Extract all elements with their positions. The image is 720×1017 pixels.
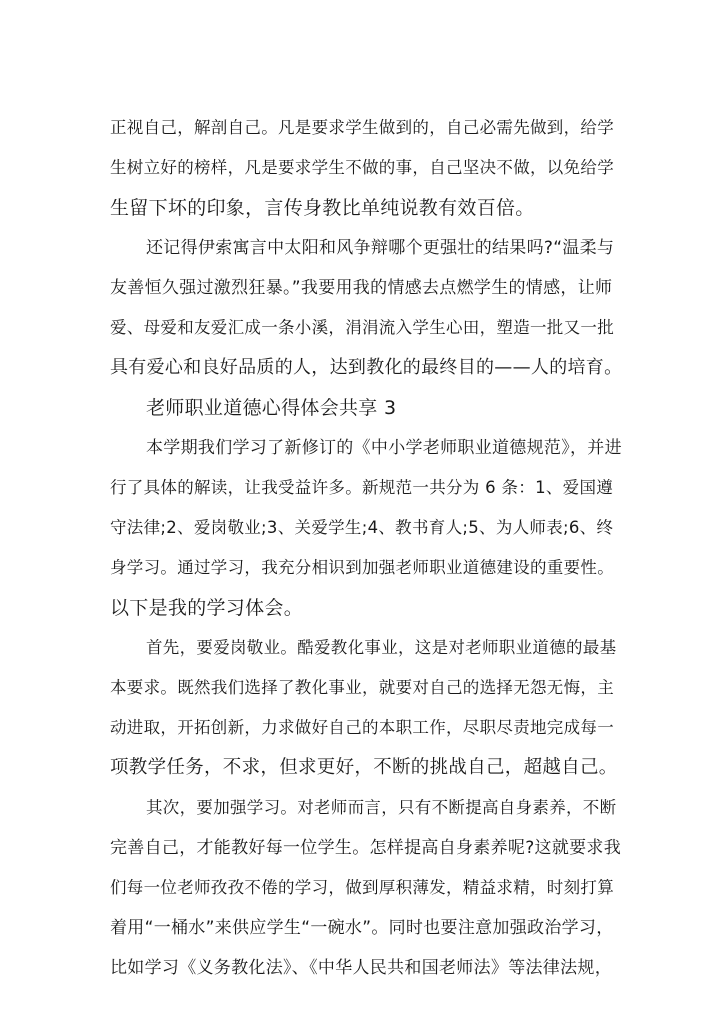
text-line: 守法律;2、爱岗敬业;3、关爱学生;4、教书育人;5、为人师表;6、终	[110, 518, 614, 537]
text-line: 身学习。通过学习，我充分相识到加强老师职业道德建设的重要性。	[110, 558, 614, 577]
text-line: 生树立好的榜样，凡是要求学生不做的事，自己坚决不做，以免给学	[110, 158, 614, 177]
paragraph-start-line: 其次，要加强学习。对老师而言，只有不断提高自身素养，不断	[146, 798, 617, 817]
text-line: 项教学任务，不求，但求更好，不断的挑战自己，超越自己。	[110, 757, 618, 778]
text-line: 动进取，开拓创新，力求做好自己的本职工作，尽职尽责地完成每一	[110, 718, 614, 737]
document-page	[110, 0, 622, 1017]
text-line: 行了具体的解读，让我受益许多。新规范一共分为 6 条：1、爱国遵	[110, 478, 614, 497]
text-line: 友善恒久强过激烈狂暴。”我要用我的情感去点燃学生的情感，让师	[110, 278, 613, 298]
text-line: 们每一位老师孜孜不倦的学习，做到厚积薄发，精益求精，时刻打算	[110, 878, 614, 897]
section-heading: 老师职业道德心得体会共享 3	[146, 397, 397, 419]
text-line: 比如学习《义务教化法》、《中华人民共和国老师法》等法律法规，	[110, 958, 612, 978]
paragraph-start-line: 本学期我们学习了新修订的《中小学老师职业道德规范》，并进	[146, 438, 622, 458]
paragraph-start-line: 首先，要爱岗敬业。酷爱教化事业，这是对老师职业道德的最基	[146, 638, 617, 657]
text-line: 本要求。既然我们选择了教化事业，就要对自己的选择无怨无悔，主	[110, 678, 614, 697]
text-line: 正视自己，解剖自己。凡是要求学生做到的，自己必需先做到，给学	[110, 118, 614, 137]
paragraph-start-line: 还记得伊索寓言中太阳和风争辩哪个更强壮的结果吗?“温柔与	[146, 238, 615, 258]
text-line: 爱、母爱和友爱汇成一条小溪，涓涓流入学生心田，塑造一批又一批	[110, 318, 614, 337]
text-line: 着用“一桶水”来供应学生“一碗水”。同时也要注意加强政治学习，	[110, 918, 614, 938]
text-line: 具有爱心和良好品质的人，达到教化的最终目的——人的培育。	[110, 357, 623, 378]
text-line: 生留下坏的印象，言传身教比单纯说教有效百倍。	[110, 197, 535, 219]
text-line: 完善自己，才能教好每一位学生。怎样提高自身素养呢?这就要求我	[110, 838, 622, 858]
text-line: 以下是我的学习体会。	[110, 597, 304, 619]
